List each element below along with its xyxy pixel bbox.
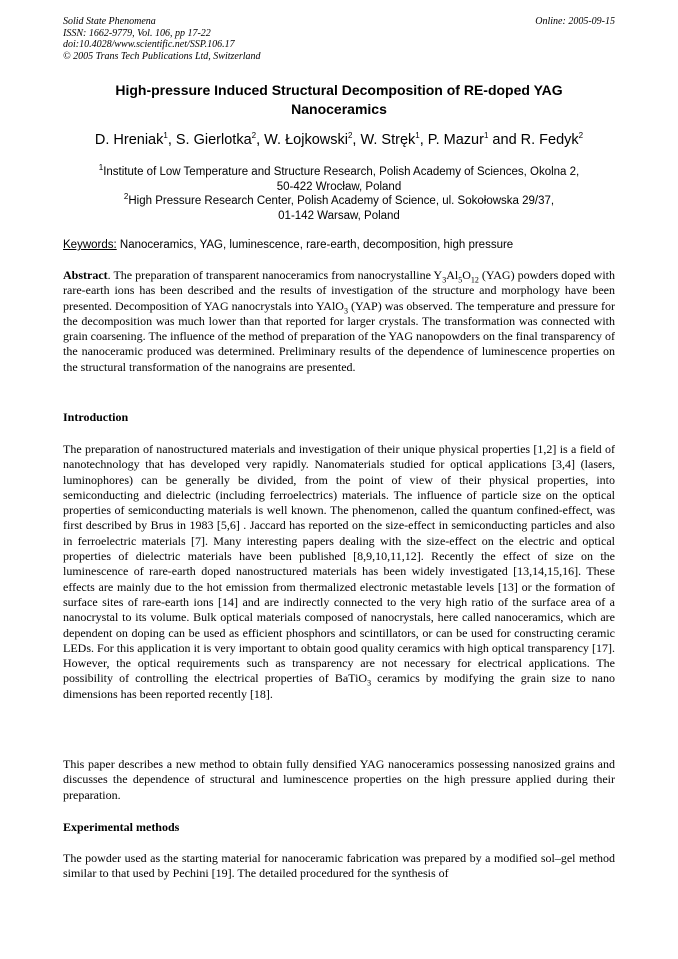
author-affiliation-mark: 1 — [415, 131, 420, 141]
affiliation-1-address: 50-422 Wrocław, Poland — [276, 180, 402, 193]
journal-name: Solid State Phenomena — [63, 16, 156, 27]
journal-issn: ISSN: 1662-9779, Vol. 106, pp 17-22 — [63, 27, 211, 39]
journal-copyright: © 2005 Trans Tech Publications Ltd, Switzerland — [63, 50, 261, 62]
author-name: W. Stręk — [360, 132, 416, 148]
paragraph-text: The preparation of nanostructured materials and investigation of their unique physical properties [1,2] is a field of nanotechnology that has developed very rapidly. Nanomaterials studied for optical applications [3,4] (lasers, luminophores) can be generally be divided, from the point of view of their physical properties, into semiconducting and dielectric (including ferroelectrics) materials. The influence of particle size on the optical properties of semiconducting materials is well known. The phenomenon, called the quantum confined-effect, was first described by Brus in 1983 [5,6] . Jaccard has reported on the size-effect in semiconducting particles and also in ferroelectric materials [7]. Many interesting papers dealing with the size-effect on the electric and optical properties of dielectric materials have been published [8,9,10,11,12]. Recently the effect of size on the luminescence of rare-earth doped nanostructured materials has been widely investigated [13,14,15,16]. These effects are mainly due to the hot emission from thermalized electronic metastable levels [13] or the formation of surface sites of rare-earth ions [14] and are indirectly connected to the very high ratio of the surface area of a nanocrystal to its volume. Bulk optical materials composed of nanocrystals, here called nanoceramics, which are dependent on doping can be used as efficient phosphors and scintillators, or can be used for constructing ceramic LEDs. For this application it is very important to obtain good quality ceramics with high optical transparency [17]. However, the optical requirements such as transparency are not necessary for electrical applications. The possibility of controlling the electrical properties of — [63, 442, 615, 686]
introduction-paragraph-2: This paper describes a new method to obtain fully densified YAG nanoceramics possessing nanosized grains and discusses the dependence of structural and luminescence properties on the high pressure applied during their preparation. — [63, 757, 615, 802]
author-name: D. Hreniak — [94, 132, 164, 148]
paper-title — [63, 81, 615, 119]
keywords-text: Nanoceramics, YAG, luminescence, rare-earth, decomposition, high pressure — [116, 239, 514, 251]
affiliation-text: Institute of Low Temperature and Structure Research, Polish Academy of Sciences, Okolna 2, — [103, 166, 580, 178]
author-and: and — [488, 132, 521, 148]
author-affiliation-mark: 2 — [347, 131, 353, 141]
introduction-heading: Introduction — [63, 410, 129, 424]
affiliation-text: High Pressure Research Center, Polish Academy of Science, ul. Sokołowska 29/37, — [128, 195, 555, 207]
abstract-text: (YAG) powders doped with rare-earth ions has been described and the results of investigation of the structure and morphology have been presented. Decomposition of YAG nanocrystals into — [63, 268, 615, 313]
author-name: P. Mazur — [427, 132, 484, 148]
affiliation-2-address: 01-142 Warsaw, Poland — [278, 209, 400, 222]
author-separator: , — [352, 132, 361, 148]
paper-title-line-1: High-pressure Induced Structural Decomposition of RE-doped YAG — [115, 82, 563, 98]
affiliation-number: 2 — [123, 192, 129, 202]
author-list — [40, 130, 638, 150]
author-name: R. Fedyk — [520, 132, 579, 148]
experimental-heading: Experimental methods — [63, 820, 180, 834]
formula-yap: YAlO$_3$ — [315, 298, 348, 315]
author-affiliation-mark: 2 — [578, 131, 584, 141]
abstract — [63, 268, 615, 375]
paragraph-text: ceramics by modifying the grain size to nano dimensions has been reported recently [18]. — [63, 671, 615, 701]
author-affiliation-mark: 1 — [483, 131, 489, 141]
affiliation-2 — [63, 194, 615, 209]
formula-yag: $Y_3Al_5O_{12}$ — [433, 268, 479, 285]
journal-doi: doi:10.4028/www.scientific.net/SSP.106.17 — [63, 39, 235, 50]
abstract-label: Abstract — [63, 268, 108, 282]
author-name: W. Łojkowski — [264, 132, 348, 148]
keywords — [63, 238, 615, 253]
author-separator: , — [419, 132, 428, 148]
online-date-text: Online: 2005-09-15 — [535, 16, 615, 27]
affiliation-number: 1 — [98, 163, 104, 173]
affiliations — [63, 165, 615, 223]
experimental-paragraph: The powder used as the starting material for nanoceramic fabrication was prepared by a modified sol–gel method similar to that used by Pechini [19]. The detailed procedured for the synthesis of — [63, 851, 615, 881]
online-date — [535, 16, 615, 28]
author-name: S. Gierlotka — [175, 132, 252, 148]
author-separator: , — [167, 132, 176, 148]
keywords-label: Keywords: — [63, 239, 117, 251]
abstract-text: . The preparation of transparent nanoceramics from nanocrystalline — [107, 268, 434, 282]
journal-header — [63, 16, 261, 62]
paper-title-line-2: Nanoceramics — [291, 101, 387, 117]
introduction-paragraph — [63, 442, 615, 702]
author-affiliation-mark: 1 — [163, 131, 168, 141]
author-affiliation-mark: 2 — [251, 131, 257, 141]
author-separator: , — [256, 132, 265, 148]
formula-batio3: BaTiO$_3$ — [334, 671, 372, 688]
affiliation-1 — [63, 165, 615, 180]
abstract-text: (YAP) was observed. The temperature and pressure for the decomposition was much lower than that reported for larger crystals. The transformation was connected with grain coarsening. The influence of the method of preparation of the YAG nanopowders on the final transparency of the nanoceramic produced was determined. Preliminary results of the dependence of luminescence properties on the structural transformation of the nanograins are presented. — [63, 298, 615, 374]
